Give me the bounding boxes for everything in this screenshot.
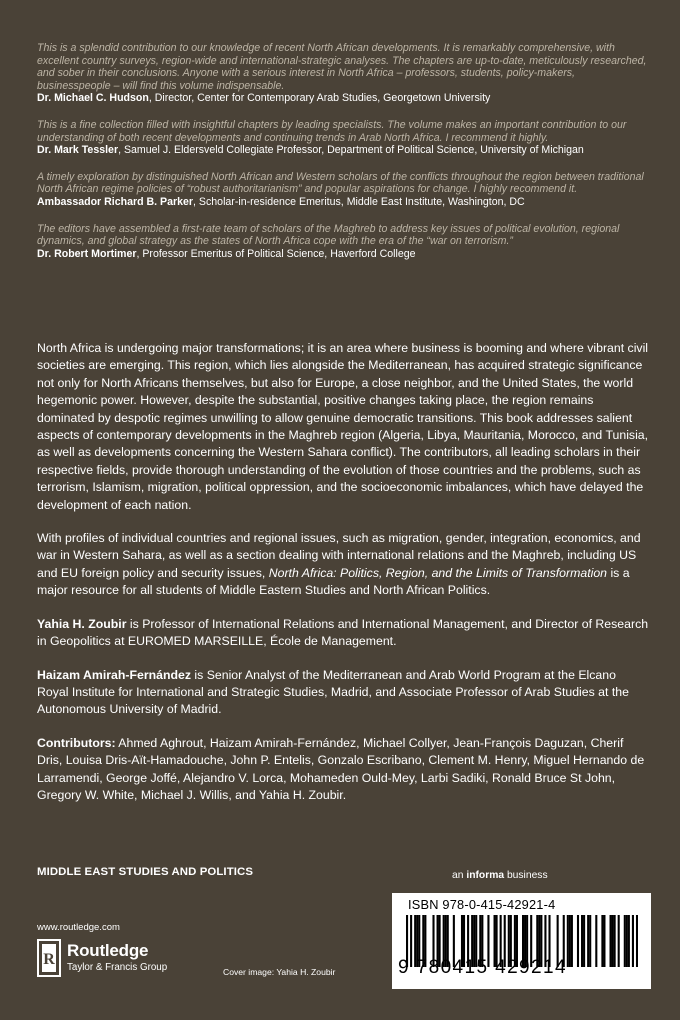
editor-bio	[37, 616, 649, 651]
endorsement-quote: This is a fine collection filled with insightful chapters by leading specialists. The volume makes an important contribution to our understanding of both recent developments and continuing trends in Arab North Africa. I recommend it highly.	[37, 118, 627, 144]
barcode-bar	[569, 915, 571, 967]
barcode-bar	[567, 915, 569, 967]
endorser-title: , Director, Center for Contemporary Arab Studies, Georgetown University	[148, 92, 491, 105]
cover-image-credit: Cover image: Yahia H. Zoubir	[223, 967, 336, 977]
endorsement	[37, 42, 649, 105]
informa-tagline	[452, 870, 548, 881]
barcode-digits: 9 780415 429214	[398, 957, 567, 978]
barcode-bar	[624, 915, 626, 967]
endorsement-quote: A timely exploration by distinguished North African and Western scholars of the conflicts throughout the region between traditional North African regime policies of “robust authoritarianism” and popular aspirations for change. I highly recommend it.	[37, 170, 644, 196]
endorsement-quote: This is a splendid contribution to our knowledge of recent North African developments. It is remarkably comprehensive, with excellent country surveys, region-wide and international-strategic analyses. The chapters are up-to-date, meticulously researched, and sober in their conclusions. Anyone with a serious interest in North Africa – professors, students, policy-makers, businesspeople – will find this volume indispensable.	[37, 42, 647, 92]
isbn-label: ISBN 978-0-415-42921-4	[408, 897, 556, 912]
endorsements	[37, 42, 649, 274]
contributors-label: Contributors:	[37, 735, 116, 750]
barcode-bar	[587, 915, 589, 967]
endorser-title: , Samuel J. Eldersveld Collegiate Professor, Department of Political Science, University of Michigan	[118, 144, 584, 157]
editor-bio	[37, 667, 649, 719]
endorsement	[37, 223, 649, 261]
barcode-bar	[577, 915, 579, 967]
endorsement-attribution	[37, 144, 649, 157]
endorsement-quote: The editors have assembled a first-rate team of scholars of the Maghreb to address key issues of political evolution, regional dynamics, and global strategy as the states of North Africa cope with the era of the “war on terrorism.”	[37, 222, 620, 248]
description-text: is a major resource for all students of Middle Eastern Studies and North African Politics.	[37, 565, 630, 598]
barcode-bar	[628, 915, 630, 967]
informa-prefix: an	[452, 870, 467, 881]
barcode-bar	[583, 915, 585, 967]
endorsement-attribution	[37, 196, 649, 209]
publisher-name: Routledge	[67, 941, 149, 960]
barcode-bar	[632, 915, 634, 967]
endorser-name: Ambassador Richard B. Parker	[37, 195, 194, 208]
book-title: North Africa: Politics, Region, and the Limits of Transformation	[268, 565, 608, 580]
routledge-logo-icon	[37, 939, 61, 977]
endorsement-attribution	[37, 92, 649, 105]
editor-bio-text: is Professor of International Relations and International Management, and Director of Research in Geopolitics at EUROMED MARSEILLE, École de Management.	[37, 616, 649, 649]
endorser-title: , Scholar-in-residence Emeritus, Middle East Institute, Washington, DC	[193, 195, 525, 208]
editor-name: Yahia H. Zoubir	[37, 616, 127, 631]
description-paragraph	[37, 530, 649, 600]
publisher-logo-block	[37, 939, 207, 979]
editor-bio-text: is Senior Analyst of the Mediterranean and Arab World Program at the Elcano Royal Institute for International and Strategic Studies, Madrid, and Associate Professor of Arab Studies at the Autonomous University of Madrid.	[37, 667, 629, 717]
endorsement	[37, 119, 649, 157]
isbn-barcode	[392, 893, 651, 989]
contributors-list: Ahmed Aghrout, Haizam Amirah-Fernández, Michael Collyer, Jean-François Daguzan, Cherif Dris, Louisa Dris-Aït-Hamadouche, John P. Entelis, Gonzalo Escribano, Clement M. Henry, Miguel Hernando de Larramendi, George Joffé, Alejandro V. Lorca, Mohameden Ould-Mey, Larbi Sadiki, Ronald Bruce St John, Gregory W. White, Michael J. Willis, and Yahia H. Zoubir.	[37, 735, 645, 802]
endorser-title: , Professor Emeritus of Political Science, Haverford College	[136, 247, 416, 260]
endorsement	[37, 171, 649, 209]
editor-name: Haizam Amirah-Fernández	[37, 667, 191, 682]
description-text: With profiles of individual countries and regional issues, such as migration, gender, integration, economics, and war in Western Sahara, as well as a section dealing with international relations and the Maghreb, including US and EU foreign policy and security issues,	[37, 531, 641, 580]
barcode-bar	[603, 915, 605, 967]
barcode-bar	[581, 915, 583, 967]
endorser-name: Dr. Mark Tessler	[37, 144, 119, 157]
barcode-bar	[595, 915, 597, 967]
barcode-bar	[614, 915, 616, 967]
barcode-bar	[612, 915, 614, 967]
endorser-name: Dr. Robert Mortimer	[37, 247, 137, 260]
publisher-website[interactable]: www.routledge.com	[37, 922, 120, 933]
barcode-bar	[601, 915, 603, 967]
series-name: MIDDLE EAST STUDIES AND POLITICS	[37, 866, 254, 878]
description-paragraph: North Africa is undergoing major transformations; it is an area where business is booming and where vibrant civil societies are emerging. This region, which lies alongside the Mediterranean, has acquired strategic significance not only for North Africans themselves, but also for Europe, a close neighbor, and the United States, the world hegemonic power. However, despite the substantial, positive changes taking place, the region remains dominated by despotic regimes unwilling to allow genuine democratic transitions. This book addresses salient aspects of contemporary developments in the Maghreb region (Algeria, Libya, Mauritania, Morocco, and Tunisia, as well as developments concerning the Western Sahara conflict). The contributors, all leading scholars in their respective fields, provide thorough understanding of the evolution of those countries and the problems, such as terrorism, Islamism, migration, political oppression, and the socioeconomic imbalances, which have delayed the development of each nation.	[37, 341, 649, 512]
barcode-bar	[636, 915, 638, 967]
contributors	[37, 735, 649, 805]
informa-brand: informa	[466, 870, 505, 881]
barcode-bar	[571, 915, 573, 967]
barcode-bar	[589, 915, 591, 967]
barcode-bar	[618, 915, 620, 967]
logo-letter: R	[43, 951, 55, 968]
book-description	[37, 340, 649, 820]
barcode-bar	[626, 915, 628, 967]
publisher-subtitle: Taylor & Francis Group	[67, 962, 168, 973]
barcode-bar	[610, 915, 612, 967]
informa-suffix: business	[504, 870, 548, 881]
endorser-name: Dr. Michael C. Hudson	[37, 92, 149, 105]
endorsement-attribution	[37, 248, 649, 261]
